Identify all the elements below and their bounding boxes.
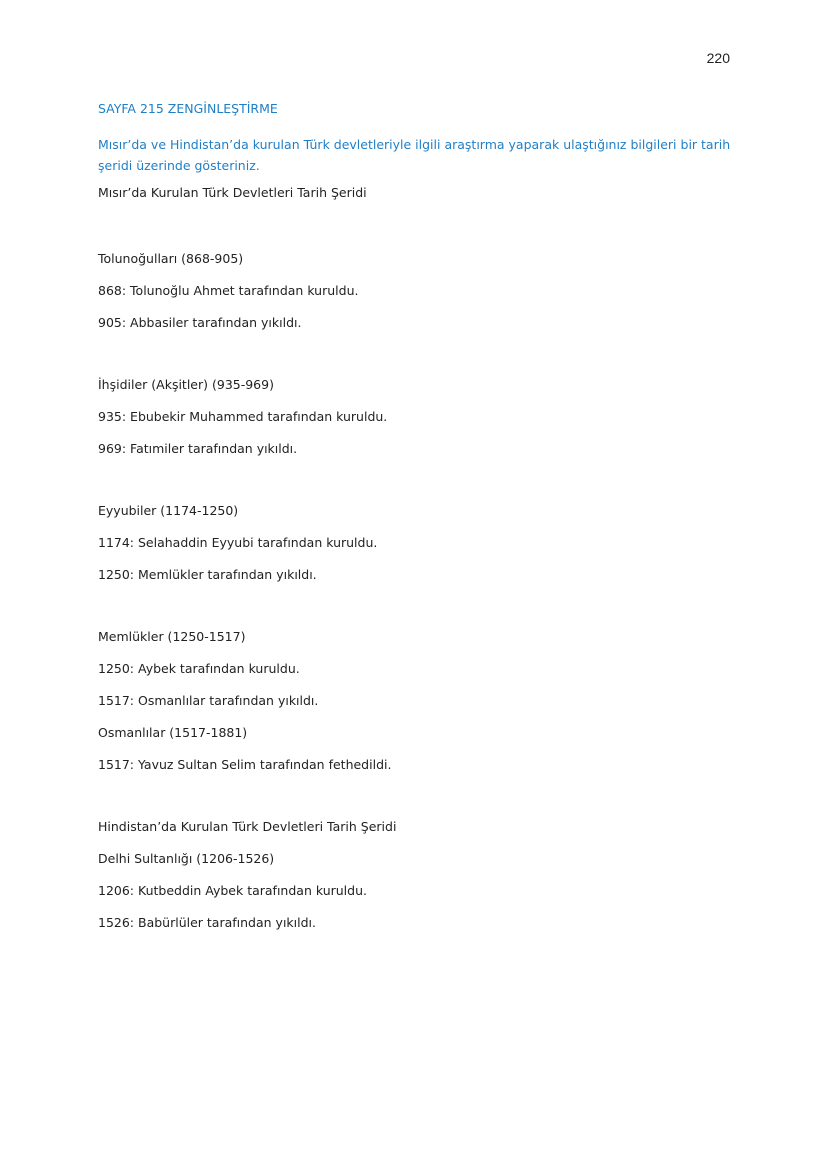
timeline-event: 1517: Yavuz Sultan Selim tarafından fethedildi. <box>98 757 392 772</box>
timeline-event: 935: Ebubekir Muhammed tarafından kuruldu. <box>98 409 388 424</box>
timeline-event: 1250: Memlükler tarafından yıkıldı. <box>98 567 317 582</box>
task-instructions: Mısır’da ve Hindistan’da kurulan Türk devletleriyle ilgili araştırma yaparak ulaştığınız bilgileri bir tarih şeridi üzerinde gösteriniz. <box>98 137 731 173</box>
timeline-event: 868: Tolunoğlu Ahmet tarafından kuruldu. <box>98 283 359 298</box>
timeline-event: 905: Abbasiler tarafından yıkıldı. <box>98 315 302 330</box>
egypt-timeline-title: Mısır’da Kurulan Türk Devletleri Tarih Şeridi <box>98 185 367 200</box>
state-title-osmanlilar: Osmanlılar (1517-1881) <box>98 725 248 740</box>
state-title-ihsidiler: İhşidiler (Akşitler) (935-969) <box>98 377 274 392</box>
timeline-event: 1206: Kutbeddin Aybek tarafından kuruldu. <box>98 883 367 898</box>
state-title-memlukler: Memlükler (1250-1517) <box>98 629 246 644</box>
timeline-event: 1517: Osmanlılar tarafından yıkıldı. <box>98 693 319 708</box>
section-heading: SAYFA 215 ZENGİNLEŞTİRME <box>98 101 278 116</box>
timeline-event: 1526: Babürlüler tarafından yıkıldı. <box>98 915 316 930</box>
india-timeline-title: Hindistan’da Kurulan Türk Devletleri Tarih Şeridi <box>98 819 397 834</box>
state-title-tolunogullari: Tolunoğulları (868-905) <box>98 251 244 266</box>
timeline-event: 1174: Selahaddin Eyyubi tarafından kuruldu. <box>98 535 378 550</box>
timeline-event: 1250: Aybek tarafından kuruldu. <box>98 661 300 676</box>
state-title-delhi-sultanligi: Delhi Sultanlığı (1206-1526) <box>98 851 275 866</box>
timeline-event: 969: Fatımiler tarafından yıkıldı. <box>98 441 298 456</box>
page-number: 220 <box>706 50 730 66</box>
state-title-eyyubiler: Eyyubiler (1174-1250) <box>98 503 239 518</box>
document-body <box>98 100 738 946</box>
